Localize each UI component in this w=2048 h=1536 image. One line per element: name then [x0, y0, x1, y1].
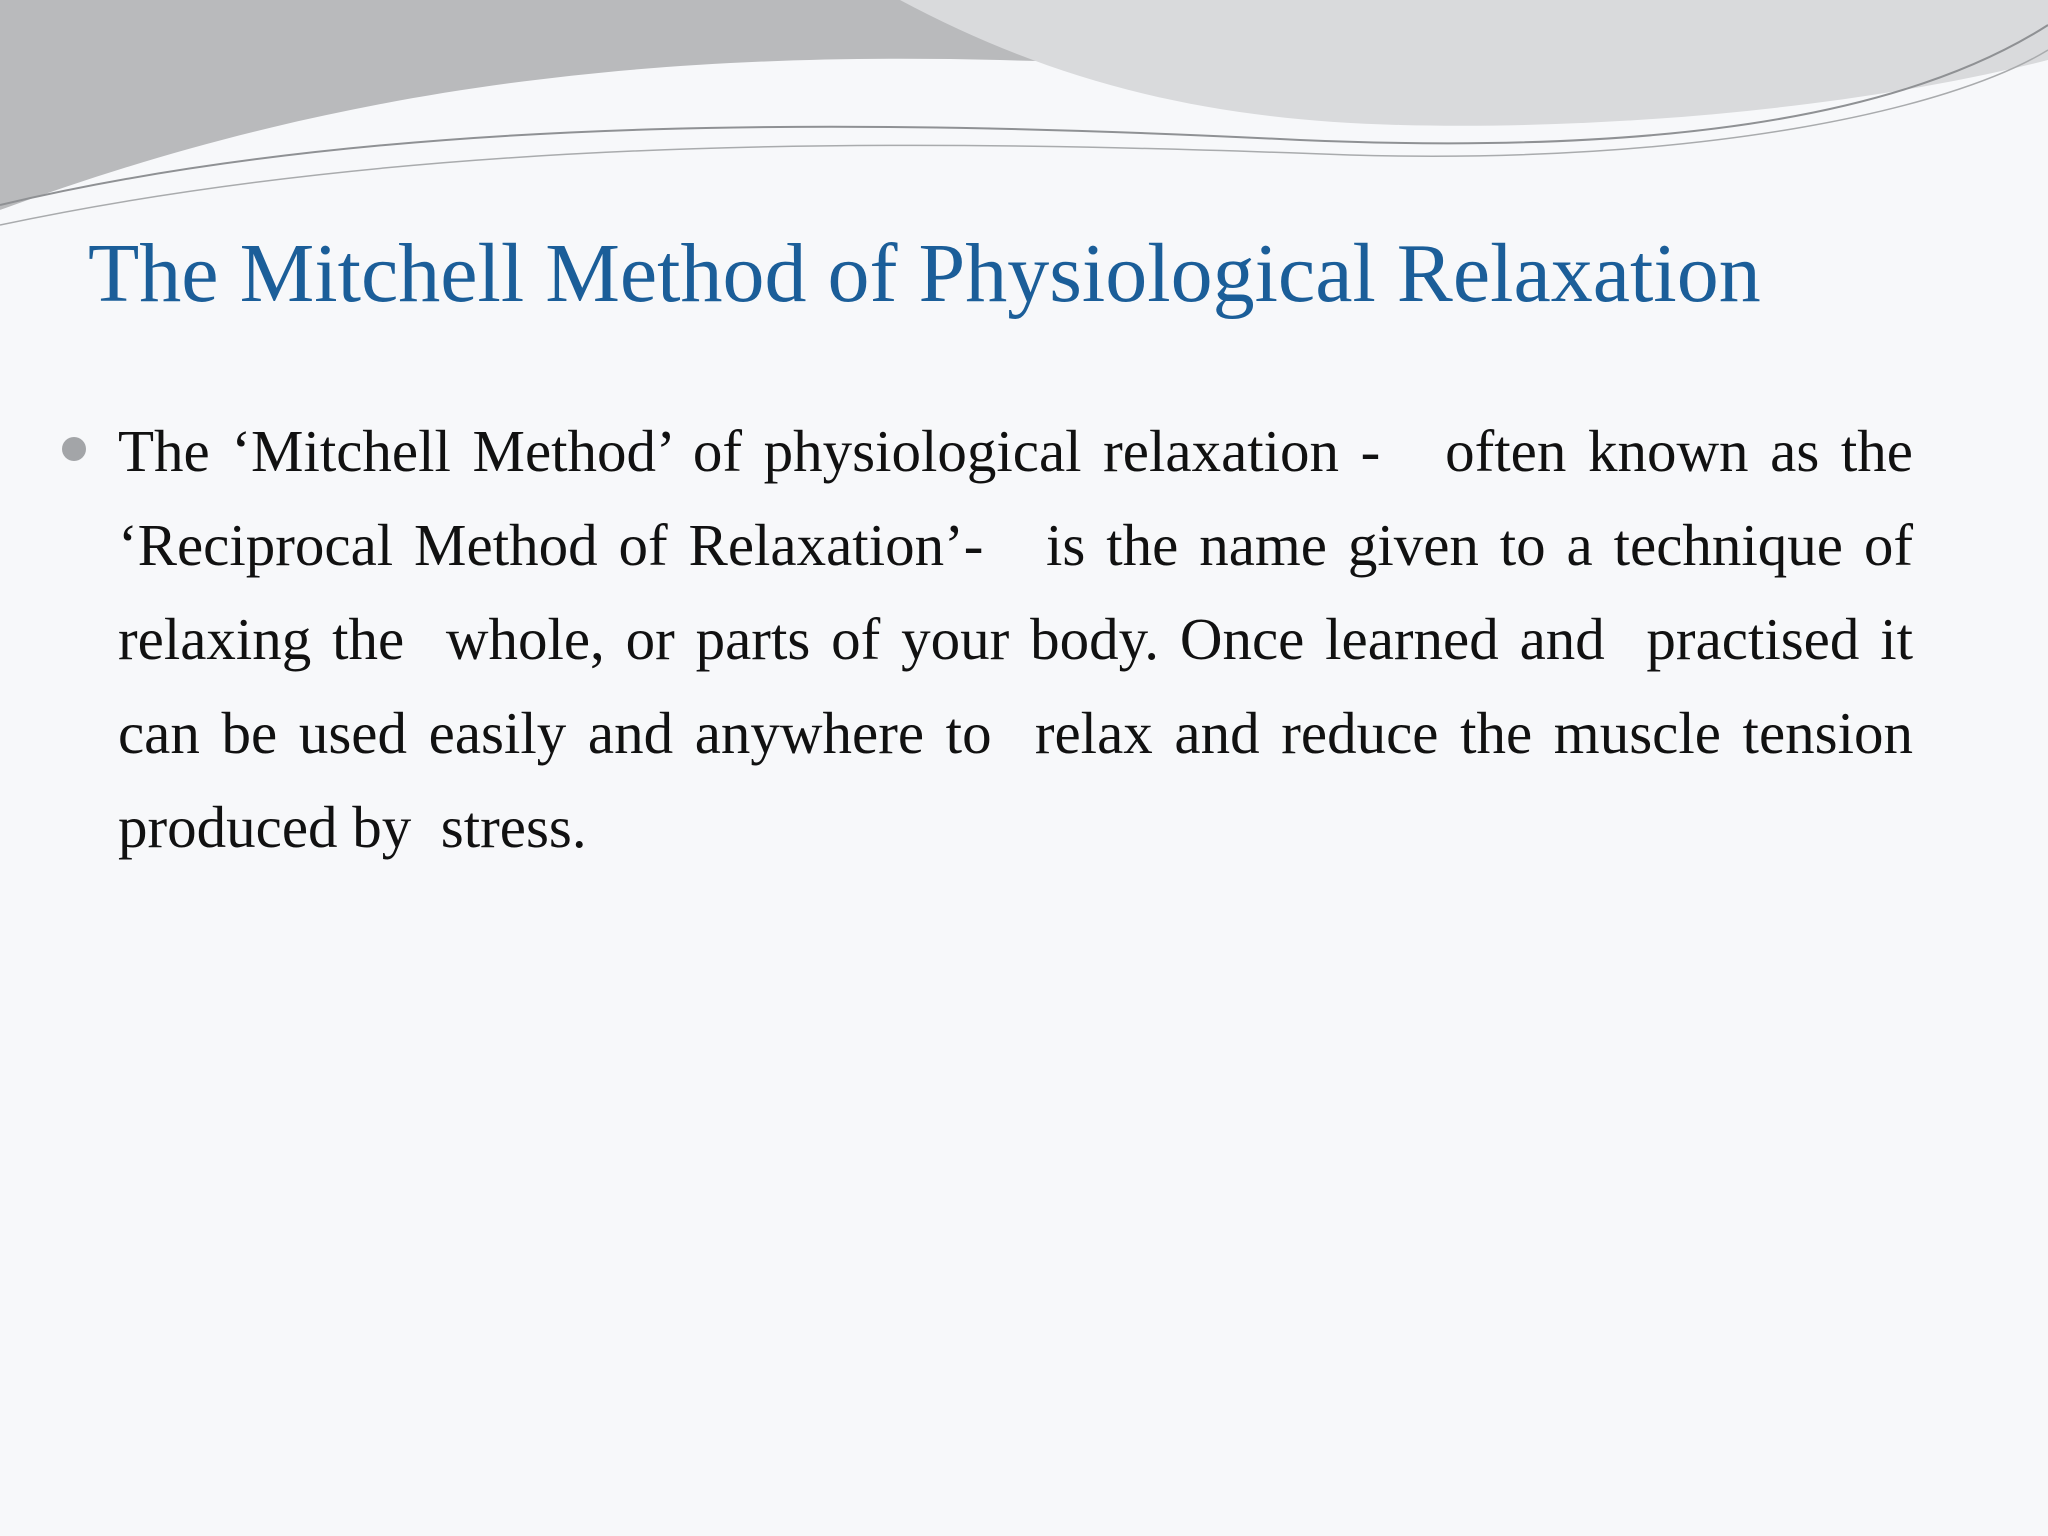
- slide-title: The Mitchell Method of Physiological Relaxation: [88, 227, 1761, 320]
- header-swoosh-decoration: [0, 0, 2048, 240]
- bullet-list: [118, 404, 1928, 874]
- bullet-text: The ‘Mitchell Method’ of physiological relaxation - often known as the ‘Reciprocal Method of Relaxation’- is the name given to a technique of relaxing the whole, or parts of your body. Once learned and practised it can be used easily and anywhere to relax and reduce the muscle tension produced by stress.: [118, 418, 1928, 860]
- bullet-item: [118, 404, 1928, 874]
- circle-bullet-icon: [62, 437, 86, 461]
